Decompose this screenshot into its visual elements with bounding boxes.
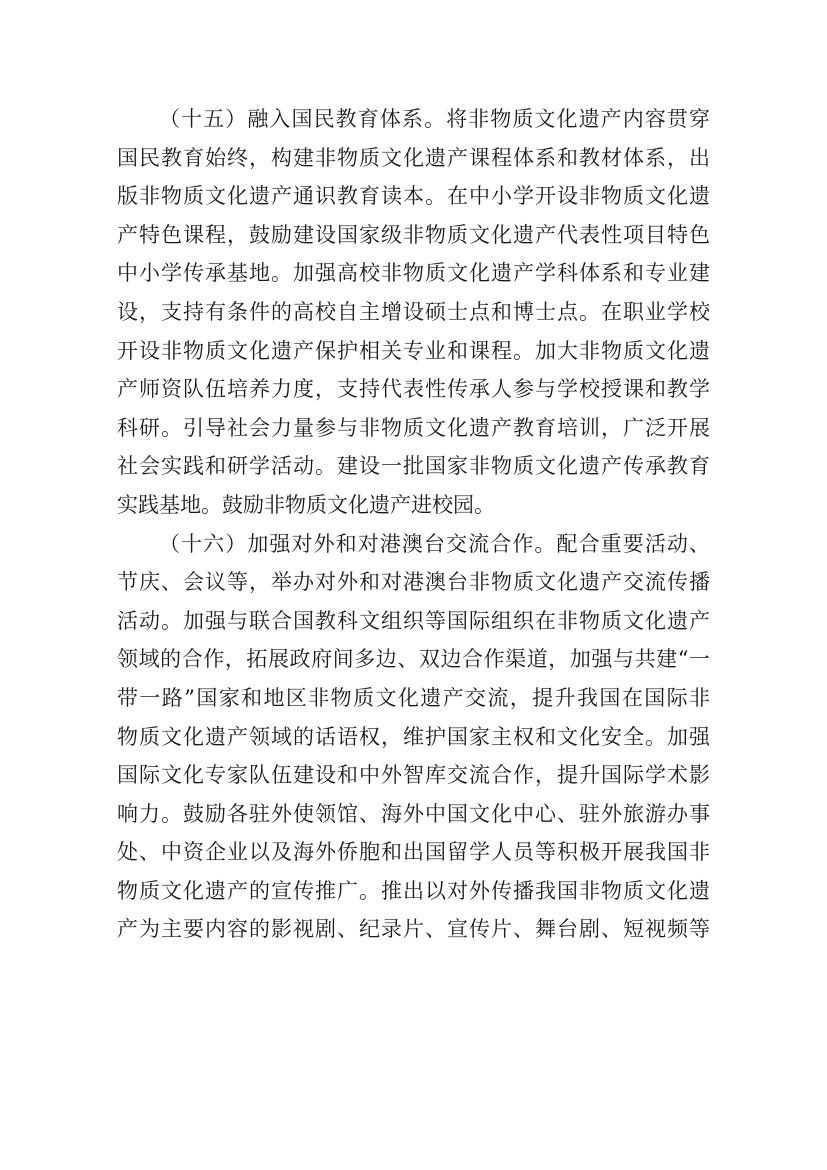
text-line: 国际文化专家队伍建设和中外智库交流合作，提升国际学术影 [117,763,710,788]
text-line: 开设非物质文化遗产保护相关专业和课程。加大非物质文化遗 [117,338,710,363]
text-line: 带一路”国家和地区非物质文化遗产交流，提升我国在国际非 [117,685,710,710]
text-line: （十六）加强对外和对港澳台交流合作。配合重要活动、 [159,531,710,556]
text-line: 处、中资企业以及海外侨胞和出国留学人员等积极开展我国非 [117,840,710,865]
document-body [117,100,710,949]
paragraph-section-16 [117,525,710,950]
text-line: 产为主要内容的影视剧、纪录片、宣传片、舞台剧、短视频等 [117,917,710,942]
text-line: 设，支持有条件的高校自主增设硕士点和博士点。在职业学校 [117,299,710,324]
paragraph-section-15 [117,100,710,525]
text-line: 响力。鼓励各驻外使领馆、海外中国文化中心、驻外旅游办事 [117,801,710,826]
text-line: 节庆、会议等，举办对外和对港澳台非物质文化遗产交流传播 [117,570,710,595]
text-line: 社会实践和研学活动。建设一批国家非物质文化遗产传承教育 [117,454,710,479]
text-line: 科研。引导社会力量参与非物质文化遗产教育培训，广泛开展 [117,415,710,440]
text-line: 中小学传承基地。加强高校非物质文化遗产学科体系和专业建 [117,261,710,286]
text-line: 实践基地。鼓励非物质文化遗产进校园。 [117,492,495,517]
text-line: 物质文化遗产领域的话语权，维护国家主权和文化安全。加强 [117,724,710,749]
text-line: 版非物质文化遗产通识教育读本。在中小学开设非物质文化遗 [117,184,710,209]
text-line: 领域的合作，拓展政府间多边、双边合作渠道，加强与共建“一 [117,647,710,672]
text-line: 物质文化遗产的宣传推广。推出以对外传播我国非物质文化遗 [117,878,710,903]
text-line: 产特色课程，鼓励建设国家级非物质文化遗产代表性项目特色 [117,222,710,247]
text-line: 活动。加强与联合国教科文组织等国际组织在非物质文化遗产 [117,608,710,633]
text-line: 产师资队伍培养力度，支持代表性传承人参与学校授课和教学 [117,377,710,402]
text-line: 国民教育始终，构建非物质文化遗产课程体系和教材体系，出 [117,145,710,170]
text-line: （十五）融入国民教育体系。将非物质文化遗产内容贯穿 [159,107,710,131]
